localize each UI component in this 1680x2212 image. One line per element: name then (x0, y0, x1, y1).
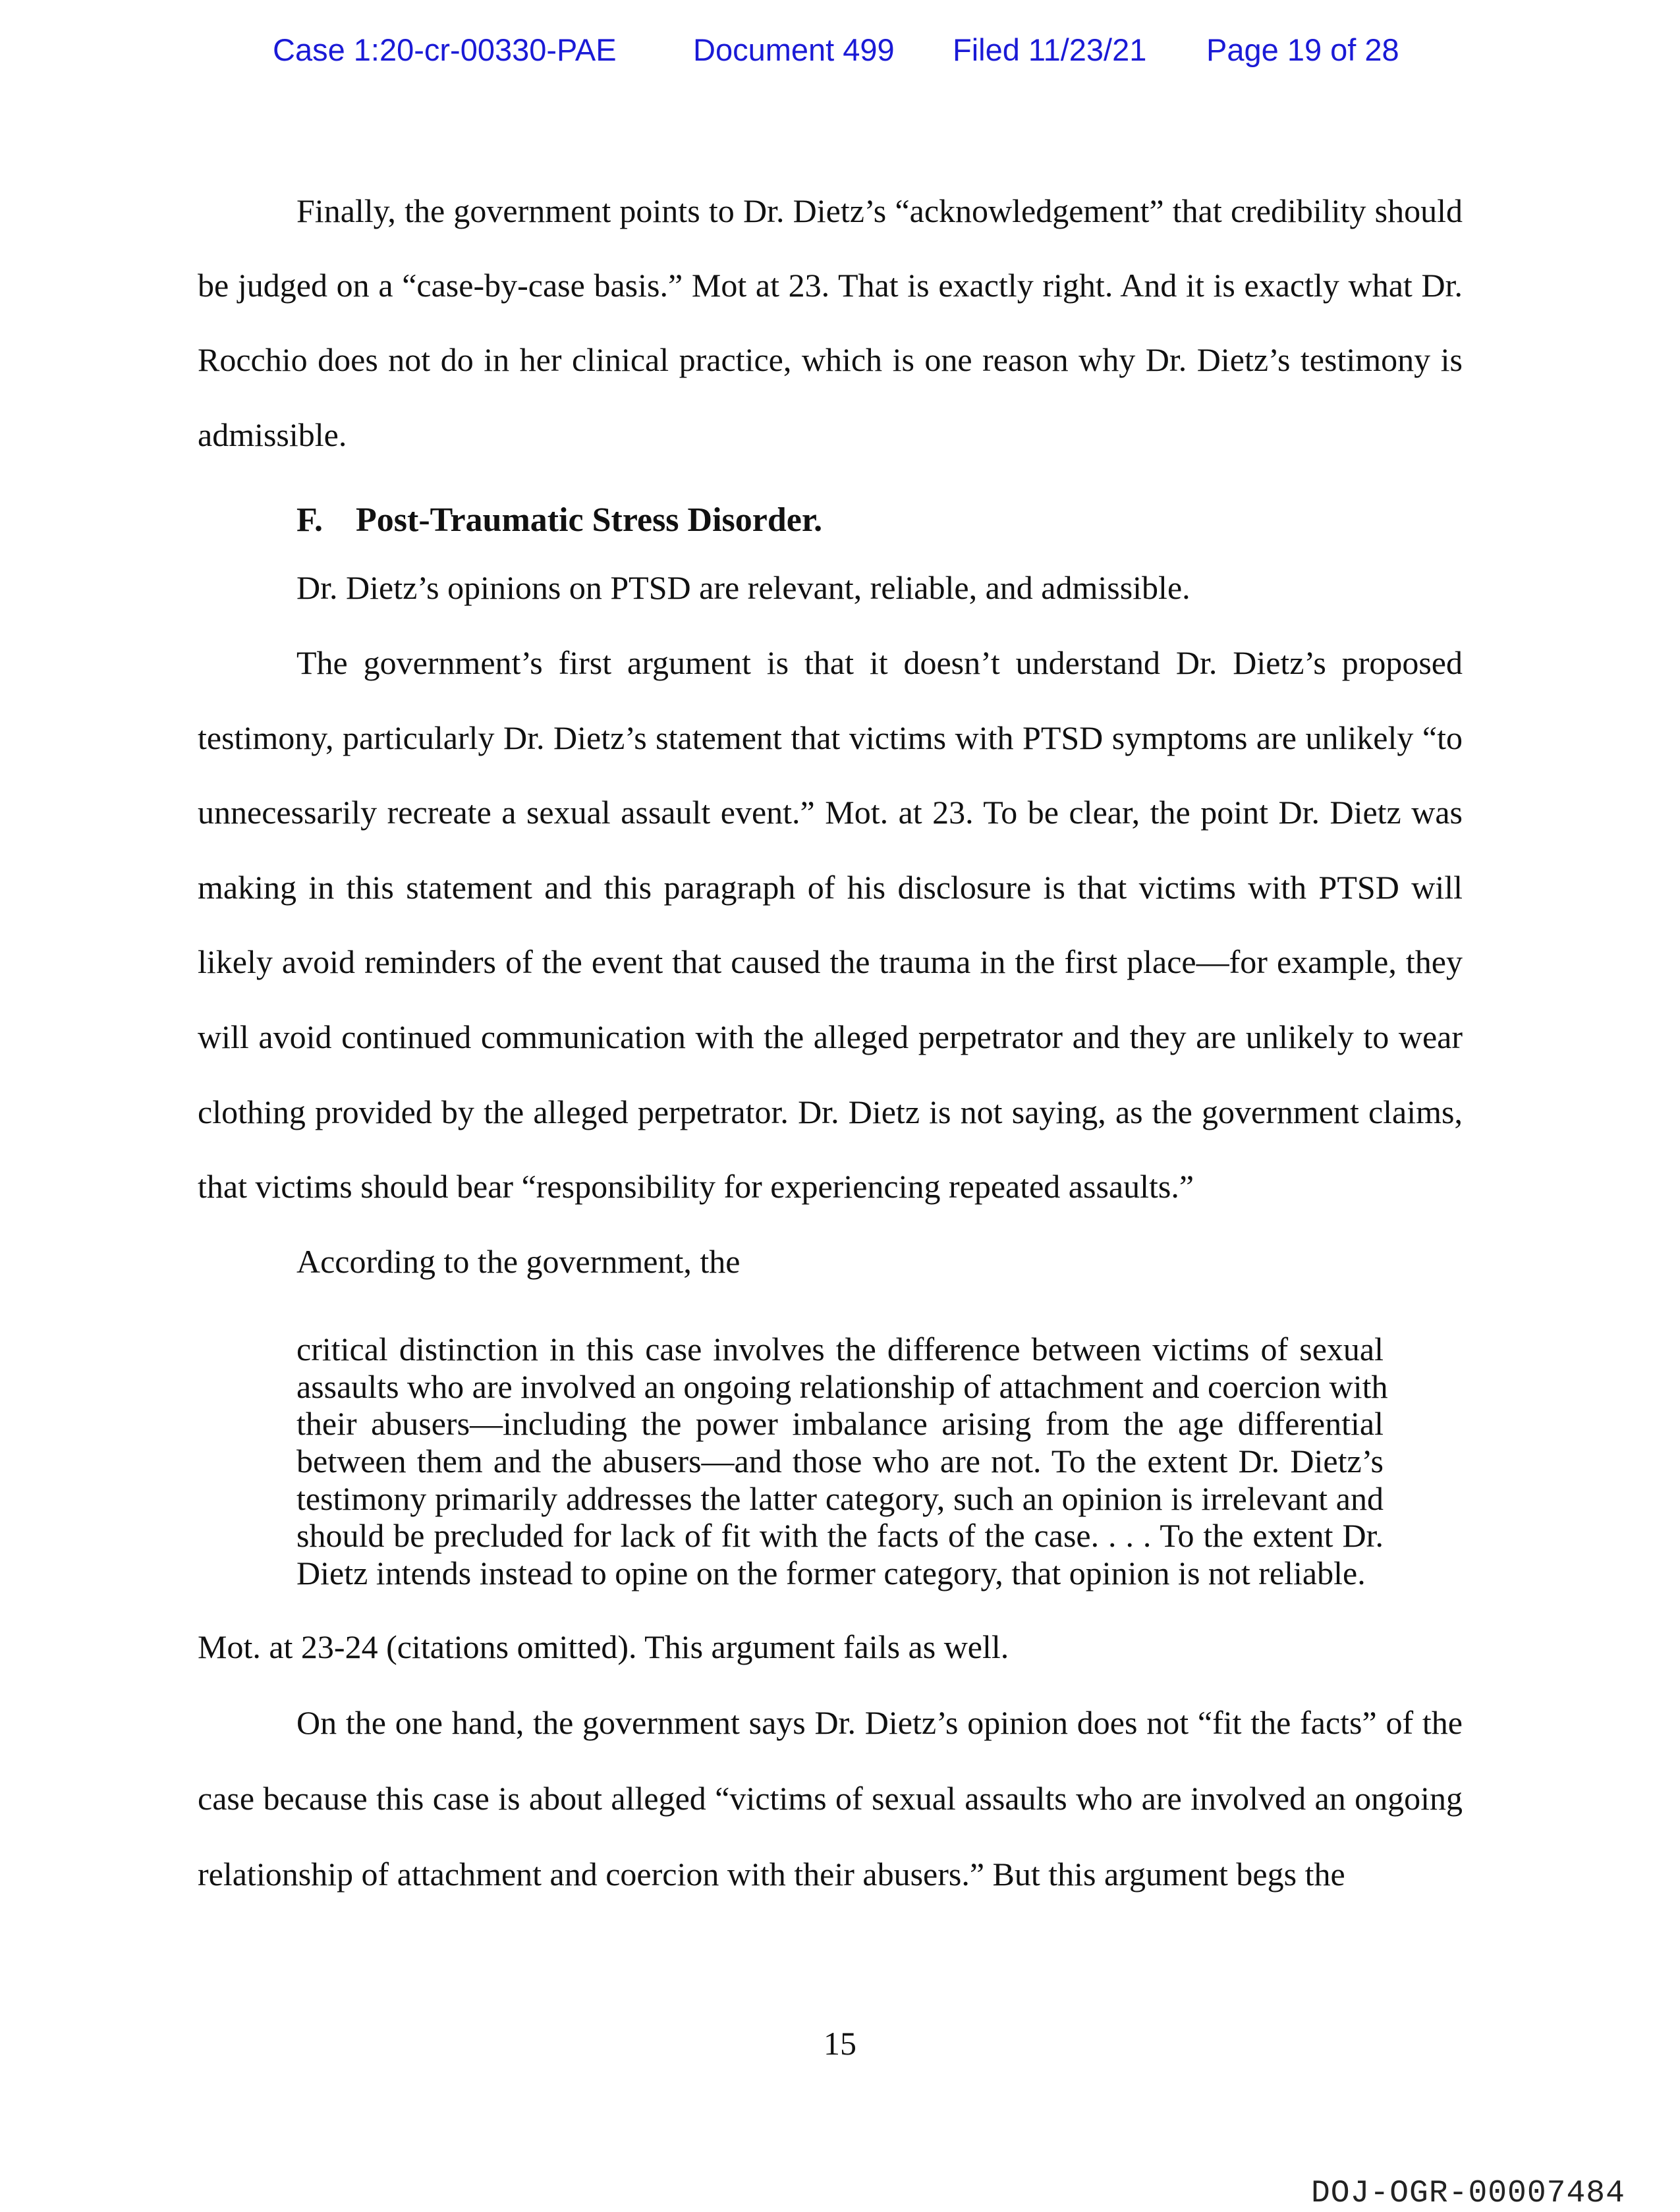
section-heading (296, 501, 822, 540)
text-line: making in this statement and this paragraph of his disclosure is that victims with PTSD will (198, 869, 1463, 906)
section-title: Post-Traumatic Stress Disorder. (356, 501, 823, 539)
text-line: case because this case is about alleged “victims of sexual assaults who are involved an ongoing (198, 1780, 1463, 1817)
text-line: Mot. at 23-24 (citations omitted). This argument fails as well. (198, 1628, 1009, 1665)
text-line: On the one hand, the government says Dr. Dietz’s opinion does not “fit the facts” of the (296, 1704, 1463, 1741)
text-line: testimony, particularly Dr. Dietz’s statement that victims with PTSD symptoms are unlikely “to (198, 719, 1463, 756)
text-line: Rocchio does not do in her clinical practice, which is one reason why Dr. Dietz’s testimony is (198, 341, 1463, 378)
text-line: unnecessarily recreate a sexual assault event.” Mot. at 23. To be clear, the point Dr. Dietz was (198, 794, 1463, 831)
ecf-header (273, 30, 1399, 70)
bates-stamp: DOJ-OGR-00007484 (1311, 2176, 1625, 2211)
text-line: The government’s first argument is that it doesn’t understand Dr. Dietz’s proposed (296, 644, 1463, 681)
case-number: Case 1:20-cr-00330-PAE (273, 32, 617, 67)
quote-line: Dietz intends instead to opine on the former category, that opinion is not reliable. (296, 1555, 1366, 1591)
page-of-total: Page 19 of 28 (1206, 32, 1399, 67)
text-line: likely avoid reminders of the event that caused the trauma in the first place—for example, they (198, 943, 1463, 980)
quote-line: their abusers—including the power imbalance arising from the age differential (296, 1405, 1384, 1442)
page-number: 15 (824, 2025, 856, 2062)
text-line: clothing provided by the alleged perpetrator. Dr. Dietz is not saying, as the government claims, (198, 1093, 1463, 1130)
text-line: relationship of attachment and coercion with their abusers.” But this argument begs the (198, 1856, 1345, 1893)
text-line: that victims should bear “responsibility for experiencing repeated assaults.” (198, 1168, 1194, 1205)
quote-line: should be precluded for lack of fit with the facts of the case. . . . To the extent Dr. (296, 1517, 1384, 1554)
text-line: Finally, the government points to Dr. Dietz’s “acknowledgement” that credibility should (296, 192, 1463, 229)
text-line: will avoid continued communication with the alleged perpetrator and they are unlikely to wear (198, 1018, 1463, 1055)
text-line: According to the government, the (296, 1243, 741, 1280)
quote-line: between them and the abusers—and those who are not. To the extent Dr. Dietz’s (296, 1443, 1384, 1479)
text-line: Dr. Dietz’s opinions on PTSD are relevant, reliable, and admissible. (296, 569, 1190, 606)
filed-date: Filed 11/23/21 (953, 32, 1147, 67)
quote-line: testimony primarily addresses the latter category, such an opinion is irrelevant and (296, 1480, 1384, 1517)
section-letter: F. (296, 501, 323, 539)
quote-line: critical distinction in this case involves the difference between victims of sexual (296, 1331, 1384, 1368)
text-line: be judged on a “case-by-case basis.” Mot at 23. That is exactly right. And it is exactly what Dr. (198, 267, 1463, 304)
quote-line: assaults who are involved an ongoing relationship of attachment and coercion with (296, 1368, 1388, 1405)
document-number: Document 499 (693, 32, 895, 67)
text-line: admissible. (198, 416, 347, 453)
